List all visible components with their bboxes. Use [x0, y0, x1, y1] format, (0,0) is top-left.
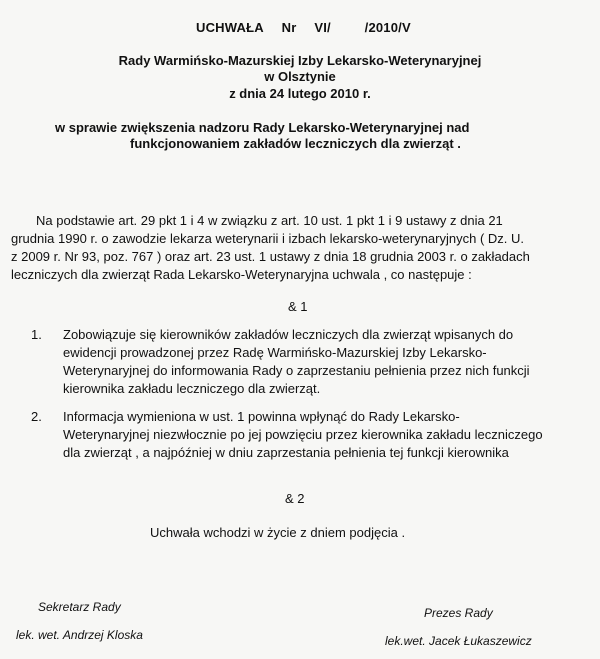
president-name: lek.wet. Jacek Łukaszewicz — [385, 634, 532, 648]
item-line: kierownika zakładu leczniczego dla zwierząt. — [63, 381, 321, 396]
item-number: 1. — [31, 327, 42, 342]
subject-line-1: w sprawie zwiększenia nadzoru Rady Lekarsko-Weterynaryjnej nad — [55, 120, 470, 135]
item-line: Informacja wymieniona w ust. 1 powinna wpłynąć do Rady Lekarsko- — [63, 409, 460, 424]
secretary-role: Sekretarz Rady — [38, 600, 121, 614]
item-line: Zobowiązuje się kierowników zakładów leczniczych dla zwierząt wpisanych do — [63, 327, 514, 342]
item-line: Weterynaryjnej niezwłocznie po jej powzięciu przez kierownika zakładu leczniczego — [63, 427, 543, 442]
president-role: Prezes Rady — [424, 606, 493, 620]
subject-line-2: funkcjonowaniem zakładów leczniczych dla zwierząt . — [130, 136, 461, 151]
item-number: 2. — [31, 409, 42, 424]
section-2-heading: & 2 — [285, 491, 305, 506]
title-roman: VI/ — [314, 20, 331, 35]
institution-line-2: w Olsztynie — [264, 69, 336, 84]
title-word: UCHWAŁA — [196, 20, 264, 35]
section-2-text: Uchwała wchodzi w życie z dniem podjęcia . — [150, 525, 406, 540]
title-nr: Nr — [281, 20, 297, 35]
resolution-title — [196, 20, 411, 35]
resolution-date: z dnia 24 lutego 2010 r. — [229, 86, 371, 101]
item-line: Weterynaryjnej do informowania Rady o zaprzestaniu pełnienia przez nich funkcji — [63, 363, 530, 378]
preamble-line-2: grudnia 1990 r. o zawodzie lekarza weterynarii i izbach lekarsko-weterynaryjnych ( Dz. U. — [11, 231, 524, 246]
item-line: ewidencji prowadzonej przez Radę Warmińsko-Mazurskiej Izby Lekarsko- — [63, 345, 487, 360]
preamble-line-3: z 2009 r. Nr 93, poz. 767 ) oraz art. 23 ust. 1 ustawy z dnia 18 grudnia 2003 r. o zakładach — [11, 249, 530, 264]
title-year: /2010/V — [364, 20, 411, 35]
institution-line-1: Rady Warmińsko-Mazurskiej Izby Lekarsko-Weterynaryjnej — [118, 53, 482, 68]
section-1-heading: & 1 — [288, 299, 308, 314]
secretary-name: lek. wet. Andrzej Kloska — [16, 628, 143, 642]
preamble-line-1: Na podstawie art. 29 pkt 1 i 4 w związku z art. 10 ust. 1 pkt 1 i 9 ustawy z dnia 21 — [36, 213, 503, 228]
item-line: dla zwierząt , a najpóźniej w dniu zaprzestania pełnienia tej funkcji kierownika — [63, 445, 509, 460]
preamble-line-4: leczniczych dla zwierząt Rada Lekarsko-Weterynaryjna uchwala , co następuje : — [11, 267, 472, 282]
